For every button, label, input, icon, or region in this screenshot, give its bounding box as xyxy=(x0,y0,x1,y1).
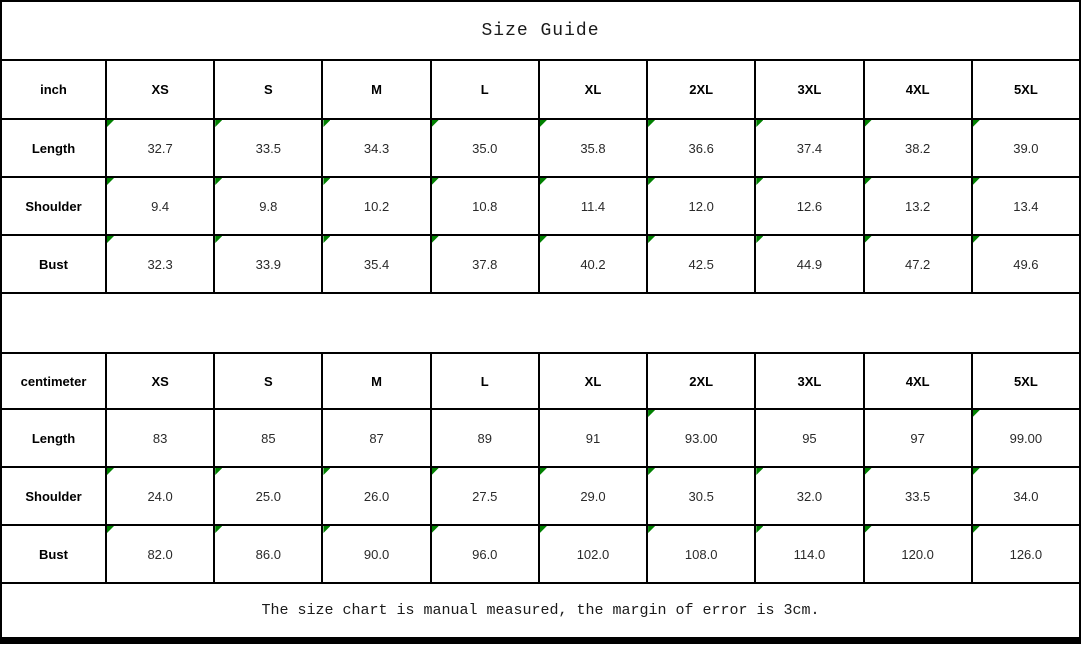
row-label-bust: Bust xyxy=(1,235,106,293)
cell-flag-triangle-icon xyxy=(540,236,547,243)
size-cell xyxy=(539,235,647,293)
size-cell xyxy=(539,525,647,583)
size-cell-value: 108.0 xyxy=(684,546,718,562)
title-row xyxy=(0,0,1081,59)
size-cell xyxy=(864,409,972,467)
size-cell-value: 34.0 xyxy=(1013,488,1039,504)
cell-flag-triangle-icon xyxy=(540,120,547,127)
footer-note-row xyxy=(0,584,1081,637)
size-cell-value: 26.0 xyxy=(363,488,390,504)
cell-flag-triangle-icon xyxy=(432,468,439,475)
size-cell xyxy=(214,119,322,177)
size-cell-value: 93.00 xyxy=(684,430,718,446)
cell-flag-triangle-icon xyxy=(756,236,763,243)
size-cell xyxy=(864,467,972,525)
size-cell xyxy=(647,235,755,293)
size-cell xyxy=(214,467,322,525)
size-cell-value: 97 xyxy=(910,430,925,446)
size-cell-value: 102.0 xyxy=(576,546,610,562)
size-column-header-3xl: 3XL xyxy=(755,353,863,409)
cell-flag-triangle-icon xyxy=(865,178,872,185)
size-cell-value: 24.0 xyxy=(147,488,173,504)
size-cell xyxy=(431,525,539,583)
size-cell xyxy=(322,525,430,583)
size-cell xyxy=(972,467,1080,525)
size-cell xyxy=(322,177,430,235)
size-column-header-2xl: 2XL xyxy=(647,60,755,119)
bottom-border-bar xyxy=(0,637,1081,644)
size-cell-value: 27.5 xyxy=(472,488,498,504)
size-cell xyxy=(972,177,1080,235)
size-column-header-m: M xyxy=(322,60,430,119)
unit-header-centimeter: centimeter xyxy=(1,353,106,409)
cell-flag-triangle-icon xyxy=(756,178,763,185)
size-column-header-xs: XS xyxy=(106,353,214,409)
size-table-centimeter xyxy=(0,352,1081,584)
cell-flag-triangle-icon xyxy=(648,120,655,127)
size-cell xyxy=(106,409,214,467)
size-column-header-4xl: 4XL xyxy=(864,353,972,409)
cell-flag-triangle-icon xyxy=(107,468,114,475)
size-cell-value: 32.3 xyxy=(147,256,173,272)
size-cell-value: 25.0 xyxy=(255,488,281,504)
cell-flag-triangle-icon xyxy=(648,526,655,533)
size-cell-value: 95 xyxy=(802,430,817,446)
size-cell xyxy=(647,119,755,177)
size-table-inch xyxy=(0,59,1081,294)
size-cell-value: 49.6 xyxy=(1013,256,1039,272)
unit-header-inch: inch xyxy=(1,60,106,119)
size-cell xyxy=(539,119,647,177)
size-cell-value: 29.0 xyxy=(580,488,606,504)
size-cell-value: 9.8 xyxy=(259,198,278,214)
size-cell-value: 83 xyxy=(152,430,168,446)
cell-flag-triangle-icon xyxy=(107,120,114,127)
size-cell-value: 9.4 xyxy=(151,198,170,214)
size-cell-value: 36.6 xyxy=(688,140,714,156)
table-spacer-row xyxy=(0,294,1081,352)
size-column-header-l: L xyxy=(431,60,539,119)
cell-flag-triangle-icon xyxy=(973,526,980,533)
size-cell-value: 32.7 xyxy=(147,140,173,156)
cell-flag-triangle-icon xyxy=(323,236,330,243)
cell-flag-triangle-icon xyxy=(323,526,330,533)
row-label-length: Length xyxy=(1,409,106,467)
size-cell-value: 34.3 xyxy=(363,140,390,156)
cell-flag-triangle-icon xyxy=(432,236,439,243)
size-cell-value: 86.0 xyxy=(255,546,281,562)
cell-flag-triangle-icon xyxy=(756,526,763,533)
cell-flag-triangle-icon xyxy=(107,526,114,533)
size-cell-value: 32.0 xyxy=(796,488,823,504)
size-column-header-s: S xyxy=(214,353,322,409)
cell-flag-triangle-icon xyxy=(648,468,655,475)
size-cell xyxy=(214,177,322,235)
size-cell xyxy=(647,525,755,583)
size-cell xyxy=(214,409,322,467)
size-cell xyxy=(431,409,539,467)
size-cell-value: 99.00 xyxy=(1009,430,1043,446)
cell-flag-triangle-icon xyxy=(215,526,222,533)
size-cell xyxy=(972,119,1080,177)
cell-flag-triangle-icon xyxy=(973,468,980,475)
cell-flag-triangle-icon xyxy=(107,236,114,243)
size-cell-value: 126.0 xyxy=(1009,546,1043,562)
size-cell-value: 13.4 xyxy=(1013,198,1039,214)
size-cell-value: 12.0 xyxy=(688,198,714,214)
size-cell-value: 89 xyxy=(477,430,492,446)
size-cell-value: 10.8 xyxy=(472,198,498,214)
size-column-header-s: S xyxy=(214,60,322,119)
size-cell xyxy=(972,409,1080,467)
cell-flag-triangle-icon xyxy=(648,236,655,243)
size-cell-value: 35.0 xyxy=(472,140,498,156)
size-cell xyxy=(972,525,1080,583)
cell-flag-triangle-icon xyxy=(973,236,980,243)
table-row-length xyxy=(1,409,1080,467)
size-cell xyxy=(755,119,863,177)
cell-flag-triangle-icon xyxy=(540,178,547,185)
size-cell xyxy=(322,235,430,293)
size-cell xyxy=(214,235,322,293)
size-cell-value: 96.0 xyxy=(472,546,498,562)
row-label-bust: Bust xyxy=(1,525,106,583)
size-cell-value: 42.5 xyxy=(688,256,714,272)
size-cell-value: 82.0 xyxy=(147,546,173,562)
size-cell-value: 37.4 xyxy=(796,140,823,156)
size-cell-value: 40.2 xyxy=(580,256,606,272)
size-column-header-m: M xyxy=(322,353,430,409)
cell-flag-triangle-icon xyxy=(215,120,222,127)
size-column-header-l: L xyxy=(431,353,539,409)
size-cell xyxy=(431,235,539,293)
cell-flag-triangle-icon xyxy=(323,120,330,127)
cell-flag-triangle-icon xyxy=(865,468,872,475)
size-column-header-5xl: 5XL xyxy=(972,353,1080,409)
size-cell-value: 10.2 xyxy=(363,198,390,214)
cell-flag-triangle-icon xyxy=(865,120,872,127)
size-cell xyxy=(647,177,755,235)
size-cell xyxy=(539,177,647,235)
size-cell xyxy=(322,409,430,467)
size-cell-value: 35.4 xyxy=(363,256,390,272)
cell-flag-triangle-icon xyxy=(973,120,980,127)
size-cell-value: 114.0 xyxy=(793,546,826,562)
size-cell-value: 33.9 xyxy=(255,256,281,272)
size-cell xyxy=(106,467,214,525)
cell-flag-triangle-icon xyxy=(648,178,655,185)
size-cell-value: 39.0 xyxy=(1013,140,1039,156)
size-cell xyxy=(214,525,322,583)
size-cell-value: 120.0 xyxy=(901,546,934,562)
row-label-shoulder: Shoulder xyxy=(1,467,106,525)
table-row-shoulder xyxy=(1,467,1080,525)
size-cell xyxy=(972,235,1080,293)
size-cell-value: 11.4 xyxy=(580,198,606,214)
cell-flag-triangle-icon xyxy=(215,236,222,243)
size-cell xyxy=(539,467,647,525)
size-cell xyxy=(106,235,214,293)
cell-flag-triangle-icon xyxy=(973,178,980,185)
cell-flag-triangle-icon xyxy=(432,178,439,185)
cell-flag-triangle-icon xyxy=(865,236,872,243)
table-row-length xyxy=(1,119,1080,177)
size-cell-value: 30.5 xyxy=(688,488,714,504)
size-cell-value: 37.8 xyxy=(472,256,498,272)
size-cell xyxy=(755,525,863,583)
size-cell-value: 90.0 xyxy=(363,546,390,562)
size-cell-value: 47.2 xyxy=(904,256,931,272)
cell-flag-triangle-icon xyxy=(432,120,439,127)
cell-flag-triangle-icon xyxy=(973,410,980,417)
cell-flag-triangle-icon xyxy=(540,468,547,475)
size-cell xyxy=(755,467,863,525)
size-cell xyxy=(864,525,972,583)
size-cell xyxy=(322,467,430,525)
size-cell xyxy=(106,119,214,177)
size-cell-value: 87 xyxy=(369,430,384,446)
size-cell xyxy=(864,119,972,177)
cell-flag-triangle-icon xyxy=(432,526,439,533)
cell-flag-triangle-icon xyxy=(107,178,114,185)
size-cell-value: 12.6 xyxy=(796,198,823,214)
size-cell-value: 35.8 xyxy=(580,140,606,156)
size-cell xyxy=(106,177,214,235)
size-column-header-4xl: 4XL xyxy=(864,60,972,119)
size-column-header-2xl: 2XL xyxy=(647,353,755,409)
size-cell-value: 85 xyxy=(261,430,276,446)
size-cell-value: 91 xyxy=(585,430,601,446)
cell-flag-triangle-icon xyxy=(540,526,547,533)
size-cell xyxy=(322,119,430,177)
cell-flag-triangle-icon xyxy=(323,468,330,475)
size-cell xyxy=(431,177,539,235)
size-cell xyxy=(864,177,972,235)
footer-note: The size chart is manual measured, the margin of error is 3cm. xyxy=(261,602,820,619)
size-cell xyxy=(539,409,647,467)
size-cell xyxy=(647,409,755,467)
header-row xyxy=(1,353,1080,409)
cell-flag-triangle-icon xyxy=(648,410,655,417)
size-cell-value: 33.5 xyxy=(904,488,931,504)
size-cell xyxy=(864,235,972,293)
cell-flag-triangle-icon xyxy=(756,120,763,127)
table-row-bust xyxy=(1,235,1080,293)
size-cell xyxy=(755,177,863,235)
header-row xyxy=(1,60,1080,119)
size-cell-value: 38.2 xyxy=(904,140,931,156)
size-cell-value: 13.2 xyxy=(904,198,931,214)
size-cell xyxy=(755,409,863,467)
cell-flag-triangle-icon xyxy=(865,526,872,533)
row-label-shoulder: Shoulder xyxy=(1,177,106,235)
table-row-bust xyxy=(1,525,1080,583)
size-cell xyxy=(431,467,539,525)
size-cell xyxy=(755,235,863,293)
size-column-header-3xl: 3XL xyxy=(755,60,863,119)
size-cell xyxy=(647,467,755,525)
size-column-header-xs: XS xyxy=(106,60,214,119)
cell-flag-triangle-icon xyxy=(323,178,330,185)
row-label-length: Length xyxy=(1,119,106,177)
cell-flag-triangle-icon xyxy=(756,468,763,475)
cell-flag-triangle-icon xyxy=(215,468,222,475)
page-title: Size Guide xyxy=(481,20,600,41)
size-cell xyxy=(106,525,214,583)
cell-flag-triangle-icon xyxy=(215,178,222,185)
size-column-header-5xl: 5XL xyxy=(972,60,1080,119)
size-column-header-xl: XL xyxy=(539,60,647,119)
size-column-header-xl: XL xyxy=(539,353,647,409)
table-row-shoulder xyxy=(1,177,1080,235)
size-cell-value: 44.9 xyxy=(796,256,823,272)
size-cell-value: 33.5 xyxy=(255,140,281,156)
size-cell xyxy=(431,119,539,177)
